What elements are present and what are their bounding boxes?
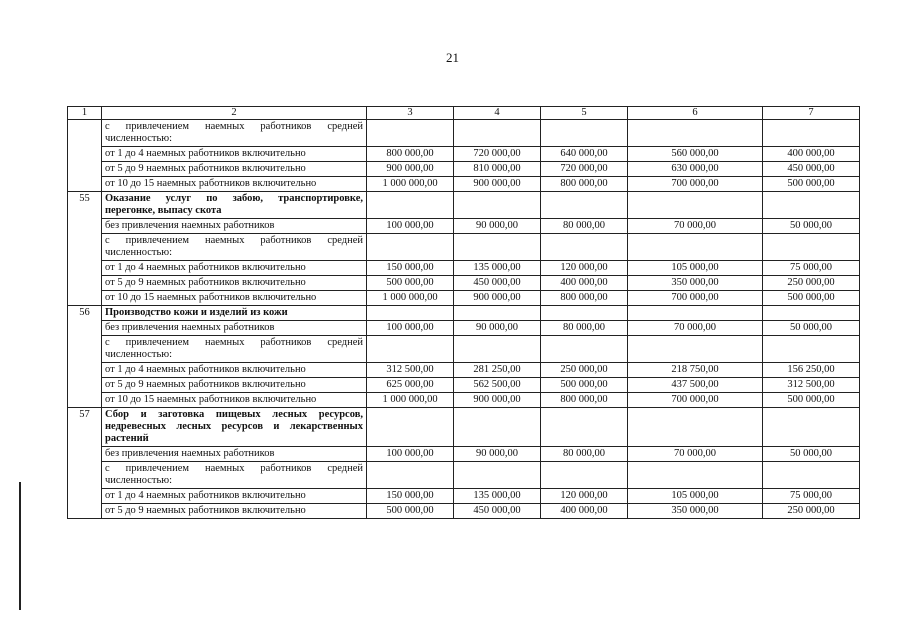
value-cell [628,192,763,219]
header-row [68,107,860,120]
header-cell: 2 [102,107,367,120]
row-number-cell: 55 [68,192,102,306]
value-cell: 75 000,00 [763,261,860,276]
header-cell: 4 [454,107,541,120]
value-cell: 70 000,00 [628,447,763,462]
value-cell [541,462,628,489]
value-cell: 437 500,00 [628,378,763,393]
value-cell: 70 000,00 [628,219,763,234]
value-cell: 350 000,00 [628,276,763,291]
value-cell: 100 000,00 [367,447,454,462]
value-cell: 500 000,00 [367,504,454,519]
value-cell: 560 000,00 [628,147,763,162]
description-cell: от 1 до 4 наемных работников включительно [102,363,367,378]
table-row [68,504,860,519]
value-cell [367,192,454,219]
value-cell [454,192,541,219]
value-cell: 250 000,00 [763,504,860,519]
table-row [68,162,860,177]
value-cell: 1 000 000,00 [367,177,454,192]
value-cell [367,234,454,261]
value-cell [541,120,628,147]
value-cell: 800 000,00 [541,291,628,306]
value-cell [628,336,763,363]
value-cell: 640 000,00 [541,147,628,162]
value-cell [454,306,541,321]
margin-line [19,482,21,610]
section-title: Оказание услуг по забою, транспортировке, перегонке, выпасу скота [105,193,363,216]
description-cell: без привлечения наемных работников [102,321,367,336]
value-cell: 312 500,00 [763,378,860,393]
value-cell: 800 000,00 [541,177,628,192]
value-cell: 810 000,00 [454,162,541,177]
value-cell: 1 000 000,00 [367,291,454,306]
description-cell [102,306,367,321]
value-cell: 630 000,00 [628,162,763,177]
table-row [68,336,860,363]
table-row [68,393,860,408]
value-cell: 156 250,00 [763,363,860,378]
table-row [68,306,860,321]
value-cell: 135 000,00 [454,261,541,276]
value-cell: 700 000,00 [628,177,763,192]
description-cell: от 5 до 9 наемных работников включительно [102,378,367,393]
value-cell: 135 000,00 [454,489,541,504]
value-cell [763,306,860,321]
value-cell: 900 000,00 [454,177,541,192]
value-cell: 120 000,00 [541,261,628,276]
value-cell: 120 000,00 [541,489,628,504]
section-title: Сбор и заготовка пищевых лесных ресурсов, недревесных лесных ресурсов и лекарственных растений [105,409,363,444]
value-cell: 450 000,00 [454,504,541,519]
value-cell: 100 000,00 [367,321,454,336]
tariff-table [67,106,860,519]
value-cell: 500 000,00 [367,276,454,291]
value-cell: 80 000,00 [541,447,628,462]
table-row [68,363,860,378]
value-cell [454,408,541,447]
value-cell: 250 000,00 [541,363,628,378]
value-cell [628,306,763,321]
value-cell [454,234,541,261]
value-cell [367,462,454,489]
value-cell: 562 500,00 [454,378,541,393]
value-cell: 90 000,00 [454,219,541,234]
value-cell: 720 000,00 [541,162,628,177]
value-cell [367,336,454,363]
value-cell: 105 000,00 [628,489,763,504]
table-row [68,447,860,462]
description-cell: от 5 до 9 наемных работников включительно [102,504,367,519]
value-cell: 900 000,00 [454,393,541,408]
description-cell: от 10 до 15 наемных работников включительно [102,177,367,192]
table-row [68,408,860,447]
header-cell: 1 [68,107,102,120]
value-cell [454,462,541,489]
value-cell: 80 000,00 [541,321,628,336]
value-cell: 50 000,00 [763,447,860,462]
value-cell: 312 500,00 [367,363,454,378]
header-cell: 5 [541,107,628,120]
page-number: 21 [446,50,459,65]
value-cell [763,234,860,261]
value-cell: 1 000 000,00 [367,393,454,408]
description-cell [102,408,367,447]
value-cell: 450 000,00 [763,162,860,177]
value-cell: 500 000,00 [541,378,628,393]
value-cell: 720 000,00 [454,147,541,162]
row-number-cell [68,120,102,192]
value-cell: 500 000,00 [763,177,860,192]
description-cell: с привлечением наемных работников средней численностью: [102,120,367,147]
description-cell [102,192,367,219]
description-cell: от 5 до 9 наемных работников включительно [102,162,367,177]
value-cell: 800 000,00 [367,147,454,162]
header-cell: 6 [628,107,763,120]
value-cell: 50 000,00 [763,219,860,234]
table-row [68,321,860,336]
value-cell [763,408,860,447]
value-cell: 700 000,00 [628,393,763,408]
value-cell: 90 000,00 [454,321,541,336]
table-row [68,276,860,291]
description-cell: от 5 до 9 наемных работников включительно [102,276,367,291]
table-row [68,147,860,162]
description-cell: от 1 до 4 наемных работников включительно [102,147,367,162]
value-cell [541,306,628,321]
value-cell [541,234,628,261]
row-number-cell: 56 [68,306,102,408]
value-cell: 90 000,00 [454,447,541,462]
description-cell: без привлечения наемных работников [102,219,367,234]
description-cell: от 1 до 4 наемных работников включительно [102,489,367,504]
description-cell: с привлечением наемных работников средней численностью: [102,234,367,261]
table-row [68,261,860,276]
value-cell [763,336,860,363]
table-row [68,234,860,261]
value-cell: 800 000,00 [541,393,628,408]
value-cell: 50 000,00 [763,321,860,336]
section-title: Производство кожи и изделий из кожи [105,307,288,318]
value-cell [763,192,860,219]
value-cell [541,336,628,363]
table-row [68,177,860,192]
table-body [68,107,860,519]
value-cell [541,192,628,219]
value-cell: 500 000,00 [763,393,860,408]
value-cell [628,120,763,147]
description-cell: без привлечения наемных работников [102,447,367,462]
value-cell [367,408,454,447]
value-cell: 500 000,00 [763,291,860,306]
value-cell: 450 000,00 [454,276,541,291]
value-cell [541,408,628,447]
value-cell [367,306,454,321]
value-cell: 70 000,00 [628,321,763,336]
value-cell: 400 000,00 [763,147,860,162]
description-cell: с привлечением наемных работников средней численностью: [102,462,367,489]
value-cell [763,462,860,489]
value-cell [454,120,541,147]
value-cell: 105 000,00 [628,261,763,276]
value-cell [628,462,763,489]
description-cell: от 1 до 4 наемных работников включительно [102,261,367,276]
value-cell: 700 000,00 [628,291,763,306]
value-cell: 150 000,00 [367,489,454,504]
value-cell [628,408,763,447]
value-cell: 150 000,00 [367,261,454,276]
value-cell: 75 000,00 [763,489,860,504]
description-cell: с привлечением наемных работников средней численностью: [102,336,367,363]
table-row [68,489,860,504]
value-cell: 100 000,00 [367,219,454,234]
value-cell [763,120,860,147]
value-cell: 400 000,00 [541,504,628,519]
table-row [68,120,860,147]
row-number-cell: 57 [68,408,102,519]
table-row [68,192,860,219]
table-row [68,291,860,306]
value-cell: 625 000,00 [367,378,454,393]
value-cell [454,336,541,363]
table-row [68,219,860,234]
value-cell: 350 000,00 [628,504,763,519]
value-cell: 900 000,00 [367,162,454,177]
table-row [68,462,860,489]
value-cell: 80 000,00 [541,219,628,234]
value-cell: 900 000,00 [454,291,541,306]
value-cell: 400 000,00 [541,276,628,291]
value-cell [628,234,763,261]
value-cell [367,120,454,147]
table-row [68,378,860,393]
value-cell: 250 000,00 [763,276,860,291]
header-cell: 7 [763,107,860,120]
value-cell: 218 750,00 [628,363,763,378]
header-cell: 3 [367,107,454,120]
description-cell: от 10 до 15 наемных работников включительно [102,291,367,306]
value-cell: 281 250,00 [454,363,541,378]
description-cell: от 10 до 15 наемных работников включительно [102,393,367,408]
